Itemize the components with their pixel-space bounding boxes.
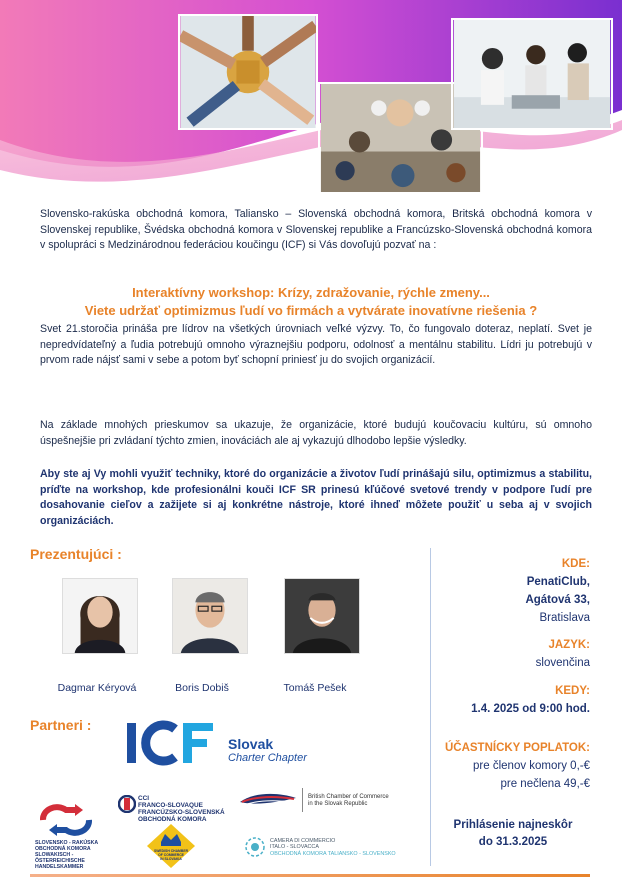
cci-line-3: OBCHODNÁ KOMORA <box>138 816 207 823</box>
registration-line-1: Prihlásenie najneskôr <box>453 819 573 831</box>
presenter-photo-2 <box>160 578 260 654</box>
intro-text: Slovensko-rakúska obchodná komora, Taliansko – Slovenská obchodná komora, Britská obchodná komora v Slovenskej republike, Švédska obchodná komora v Slovenskej republike a Francúzsko-Slovenská obchodná komora v spolupráci s Medzinárodnou federáciou koučingu (ICF) si Vás dovoľujú pozvať na : <box>40 208 592 251</box>
portrait-tomas <box>284 578 360 654</box>
presenters-title: Prezentujúci : <box>30 546 122 562</box>
body-paragraph-1: Svet 21.storočia prináša pre lídrov na všetkých úrovniach veľké výzvy. To, čo fungovalo doteraz, neplatí. Svet je nepredvídateľný a ľudia potrebujú omnoho výraznejšiu podporu, odolnosť a mentálnu stabilitu. Lídri ju potrebujú v prvom rade nájsť sami v sebe a potom byť schopní priniesť ju do svojich organizácií. <box>40 323 592 366</box>
cci-circle-icon <box>118 795 136 813</box>
presenter-photo-1 <box>50 578 150 654</box>
info-fee <box>410 739 590 793</box>
cci-line-1: FRANCO-SLOVAQUE <box>138 802 203 809</box>
logo-cci-franco-slovaque <box>118 795 230 823</box>
footer-accent-bar <box>30 874 590 877</box>
fee-members: pre členov komory 0,-€ <box>473 760 590 772</box>
photo-office-team <box>451 18 613 130</box>
location-line-1: PenatiClub, <box>526 576 590 588</box>
british-chamber-flag-icon <box>238 788 298 814</box>
portrait-dagmar <box>62 578 138 654</box>
headline-line-2: Viete udržať optimizmus ľudí vo firmách a vytvárate inovatívne riešenia ? <box>84 303 538 318</box>
italo-slovak-line-1: CAMERA DI COMMERCIO <box>270 838 336 844</box>
logo-swedish-chamber <box>145 822 197 870</box>
registration-deadline <box>438 817 588 851</box>
icf-logo-text <box>228 737 307 765</box>
body-paragraph-2: Na základe mnohých prieskumov sa ukazuje, že organizácie, ktoré budujú koučovaciu kultúru, sú omnoho úspešnejšie pri zvládaní týchto zmien, inováciách ale aj vykazujú dlhodobo lepšie výsledky. <box>40 419 592 447</box>
cci-line-2: FRANCÚZSKO-SLOVENSKÁ <box>138 809 225 816</box>
headline-line-1: Interaktívny workshop: Krízy, zdražovanie, rýchle zmeny... <box>132 285 490 300</box>
logo-british-chamber <box>238 788 400 814</box>
logo-italo-slovak-chamber <box>244 836 404 862</box>
logo-austrian-chamber <box>35 802 105 870</box>
swedish-chamber-crown-icon <box>145 822 197 870</box>
presenter-name-2: Boris Dobiš <box>175 682 229 694</box>
icf-mark-icon <box>125 715 225 771</box>
austrian-chamber-arrows-icon <box>35 802 97 838</box>
icf-chapter-label: Charter Chapter <box>228 752 307 764</box>
body-paragraph-3: Aby ste aj Vy mohli využiť techniky, ktoré do organizácie a životov ľudí prinášajú silu, optimizmus a stabilitu, príďte na workshop, kde profesionálni kouči ICF SR prinesú kľúčové svetové trendy v podpore ľudí pre dosahovanie cieľov a zažijete si aj konkrétne nástroje, ktoré ihneď môžete použiť u seba aj v svojich organizáciách. <box>40 468 592 527</box>
british-chamber-line-1: British Chamber of Commerce <box>308 794 389 800</box>
date-label: KEDY: <box>555 685 590 697</box>
cci-mark: CCI <box>138 795 150 802</box>
icf-slovak-label: Slovak <box>228 736 274 752</box>
photo-puzzle-hands <box>178 14 318 130</box>
date-value: 1.4. 2025 od 9:00 hod. <box>471 703 590 715</box>
italo-slovak-chamber-icon <box>244 836 266 858</box>
workshop-headline <box>30 284 592 320</box>
swedish-chamber-line-1: SWEDISH CHAMBER <box>153 849 189 853</box>
italo-slovak-line-3: OBCHODNÁ KOMORA TALIANSKO - SLOVENSKO <box>270 850 396 857</box>
british-chamber-line-2: in the Slovak Republic <box>308 801 368 807</box>
presenter-name-1: Dagmar Kéryová <box>57 682 137 694</box>
austrian-chamber-name: SLOVENSKO - RAKÚSKA OBCHODNÁ KOMORA SLOWAKISCH - ÖSTERREICHISCHE HANDELSKAMMER <box>35 840 99 870</box>
swedish-chamber-line-3: IN SLOVAKIA <box>160 857 182 861</box>
fee-nonmembers: pre nečlena 49,-€ <box>500 778 590 790</box>
presenter-name-3: Tomáš Pešek <box>283 682 347 694</box>
info-language <box>410 636 590 672</box>
info-location <box>410 555 590 627</box>
partners-title: Partneri : <box>30 717 92 733</box>
british-chamber-divider <box>302 788 303 812</box>
fee-label: ÚČASTNÍCKY POPLATOK: <box>444 742 590 754</box>
language-value: slovenčina <box>535 657 590 669</box>
info-date <box>410 682 590 718</box>
location-label: KDE: <box>561 558 590 570</box>
italo-slovak-line-2: ITALO - SLOVACCA <box>270 844 319 851</box>
language-label: JAZYK: <box>548 639 590 651</box>
location-line-2: Agátová 33, <box>525 594 590 606</box>
portrait-boris <box>172 578 248 654</box>
swedish-chamber-line-2: OF COMMERCE <box>158 853 184 857</box>
registration-line-2: do 31.3.2025 <box>478 836 548 848</box>
location-line-3: Bratislava <box>539 612 590 624</box>
presenter-photo-3 <box>272 578 372 654</box>
header-banner <box>0 0 622 200</box>
